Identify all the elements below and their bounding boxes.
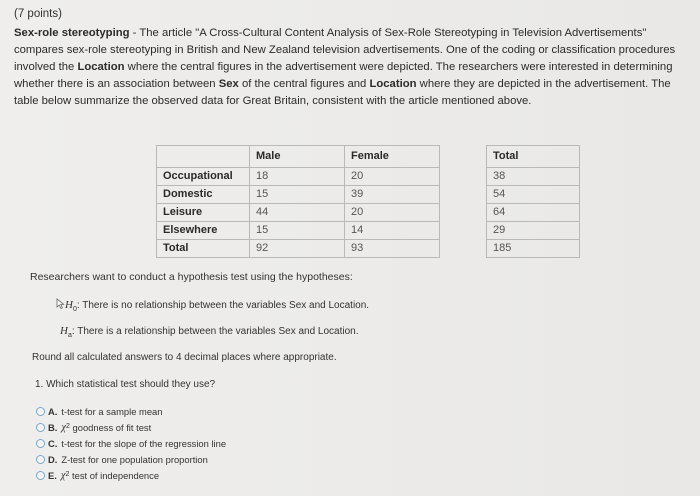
- cell-gap: [440, 204, 487, 222]
- option-text: test of independence: [72, 469, 160, 481]
- option-text: goodness of fit test: [72, 421, 152, 433]
- header-total: Total: [487, 146, 580, 168]
- option-letter: A.: [48, 405, 58, 417]
- option-text: t-test for the slope of the regression line: [61, 437, 227, 449]
- option-d[interactable]: [36, 451, 226, 467]
- cell-gap: [440, 240, 487, 258]
- chi-symbol: χ: [61, 421, 66, 433]
- intro-part-4: where they are depicted in the advertisement. The table below summarize the observed data for Great Britain, consistent with the article mentioned above.: [14, 78, 671, 107]
- option-e[interactable]: E. χ 2 test of independence: [36, 467, 226, 483]
- intro-part-3: of the central figures and: [238, 78, 370, 90]
- title-dash: -: [129, 27, 140, 39]
- location-term-1: Location: [77, 61, 125, 73]
- answer-options: [36, 403, 226, 483]
- cell-male: 92: [250, 240, 345, 258]
- option-letter: E.: [48, 469, 57, 481]
- h0-text: : There is no relationship between the variables Sex and Location.: [76, 300, 370, 311]
- table-row: [157, 186, 580, 204]
- cell-total: 185: [487, 240, 580, 258]
- table-row: [157, 204, 580, 222]
- option-a[interactable]: [36, 403, 226, 419]
- header-female: Female: [345, 146, 440, 168]
- ha-symbol: H: [60, 325, 68, 337]
- radio-d[interactable]: [36, 455, 45, 464]
- cell-total: 38: [487, 168, 580, 186]
- hypotheses-intro: Researchers want to conduct a hypothesis test using the hypotheses:: [30, 271, 353, 283]
- row-label: Leisure: [157, 204, 250, 222]
- row-label: Elsewhere: [157, 222, 250, 240]
- radio-e[interactable]: [36, 471, 45, 480]
- problem-intro: [14, 25, 686, 110]
- table-row-total: [157, 240, 580, 258]
- table-row: [157, 222, 580, 240]
- sex-term: Sex: [218, 78, 239, 90]
- cell-male: 44: [250, 204, 345, 222]
- ha-subscript: a: [67, 332, 72, 339]
- header-corner: [157, 146, 250, 168]
- row-label: Domestic: [157, 186, 250, 204]
- points-label: (7 points): [14, 8, 62, 20]
- location-term-2: Location: [369, 78, 417, 90]
- row-label: Total: [157, 240, 250, 258]
- table-header-row: [157, 146, 580, 168]
- question-text: 1. Which statistical test should they use?: [35, 379, 216, 390]
- rounding-instruction: Round all calculated answers to 4 decimal places where appropriate.: [32, 352, 337, 363]
- table-row: [157, 168, 580, 186]
- problem-title: Sex-role stereotyping: [14, 27, 130, 39]
- cell-female: 39: [345, 186, 440, 204]
- cell-male: 18: [250, 168, 345, 186]
- cell-female: 20: [345, 168, 440, 186]
- radio-b[interactable]: [36, 423, 45, 432]
- option-c[interactable]: [36, 435, 226, 451]
- cell-female: 93: [345, 240, 440, 258]
- cell-total: 29: [487, 222, 580, 240]
- alternative-hypothesis: [60, 325, 359, 337]
- cell-male: 15: [250, 222, 345, 240]
- radio-a[interactable]: [36, 407, 45, 416]
- cell-female: 14: [345, 222, 440, 240]
- option-b[interactable]: B. χ 2 goodness of fit test: [36, 419, 226, 435]
- header-gap: [440, 146, 487, 168]
- header-male: Male: [250, 146, 345, 168]
- cell-gap: [440, 222, 487, 240]
- cell-female: 20: [345, 204, 440, 222]
- cell-gap: [440, 186, 487, 204]
- cell-gap: [440, 168, 487, 186]
- option-text: Z-test for one population proportion: [61, 453, 208, 465]
- null-hypothesis: [56, 298, 369, 311]
- option-letter: B.: [48, 421, 58, 433]
- intro-part-2: where the central figures in the advertisement were depicted. The researchers were interested in determining whether there is an association between: [14, 61, 673, 90]
- option-letter: C.: [48, 437, 58, 449]
- option-letter: D.: [48, 453, 58, 465]
- option-text: t-test for a sample mean: [61, 405, 163, 417]
- h0-symbol: H: [65, 299, 73, 311]
- contingency-table: [156, 145, 580, 258]
- chi-symbol: χ: [60, 469, 66, 481]
- row-label: Occupational: [157, 168, 250, 186]
- cell-total: 54: [487, 186, 580, 204]
- intro-part-1: The article "A Cross-Cultural Content Analysis of Sex-Role Stereotyping in Television Advertisements" compares sex-role stereotyping in British and New Zealand television advertisements. One of the coding or classification procedures involved the: [14, 27, 676, 73]
- ha-text: : There is a relationship between the variables Sex and Location.: [71, 326, 359, 337]
- h0-subscript: 0: [72, 306, 77, 313]
- radio-c[interactable]: [36, 439, 45, 448]
- cell-total: 64: [487, 204, 580, 222]
- cell-male: 15: [250, 186, 345, 204]
